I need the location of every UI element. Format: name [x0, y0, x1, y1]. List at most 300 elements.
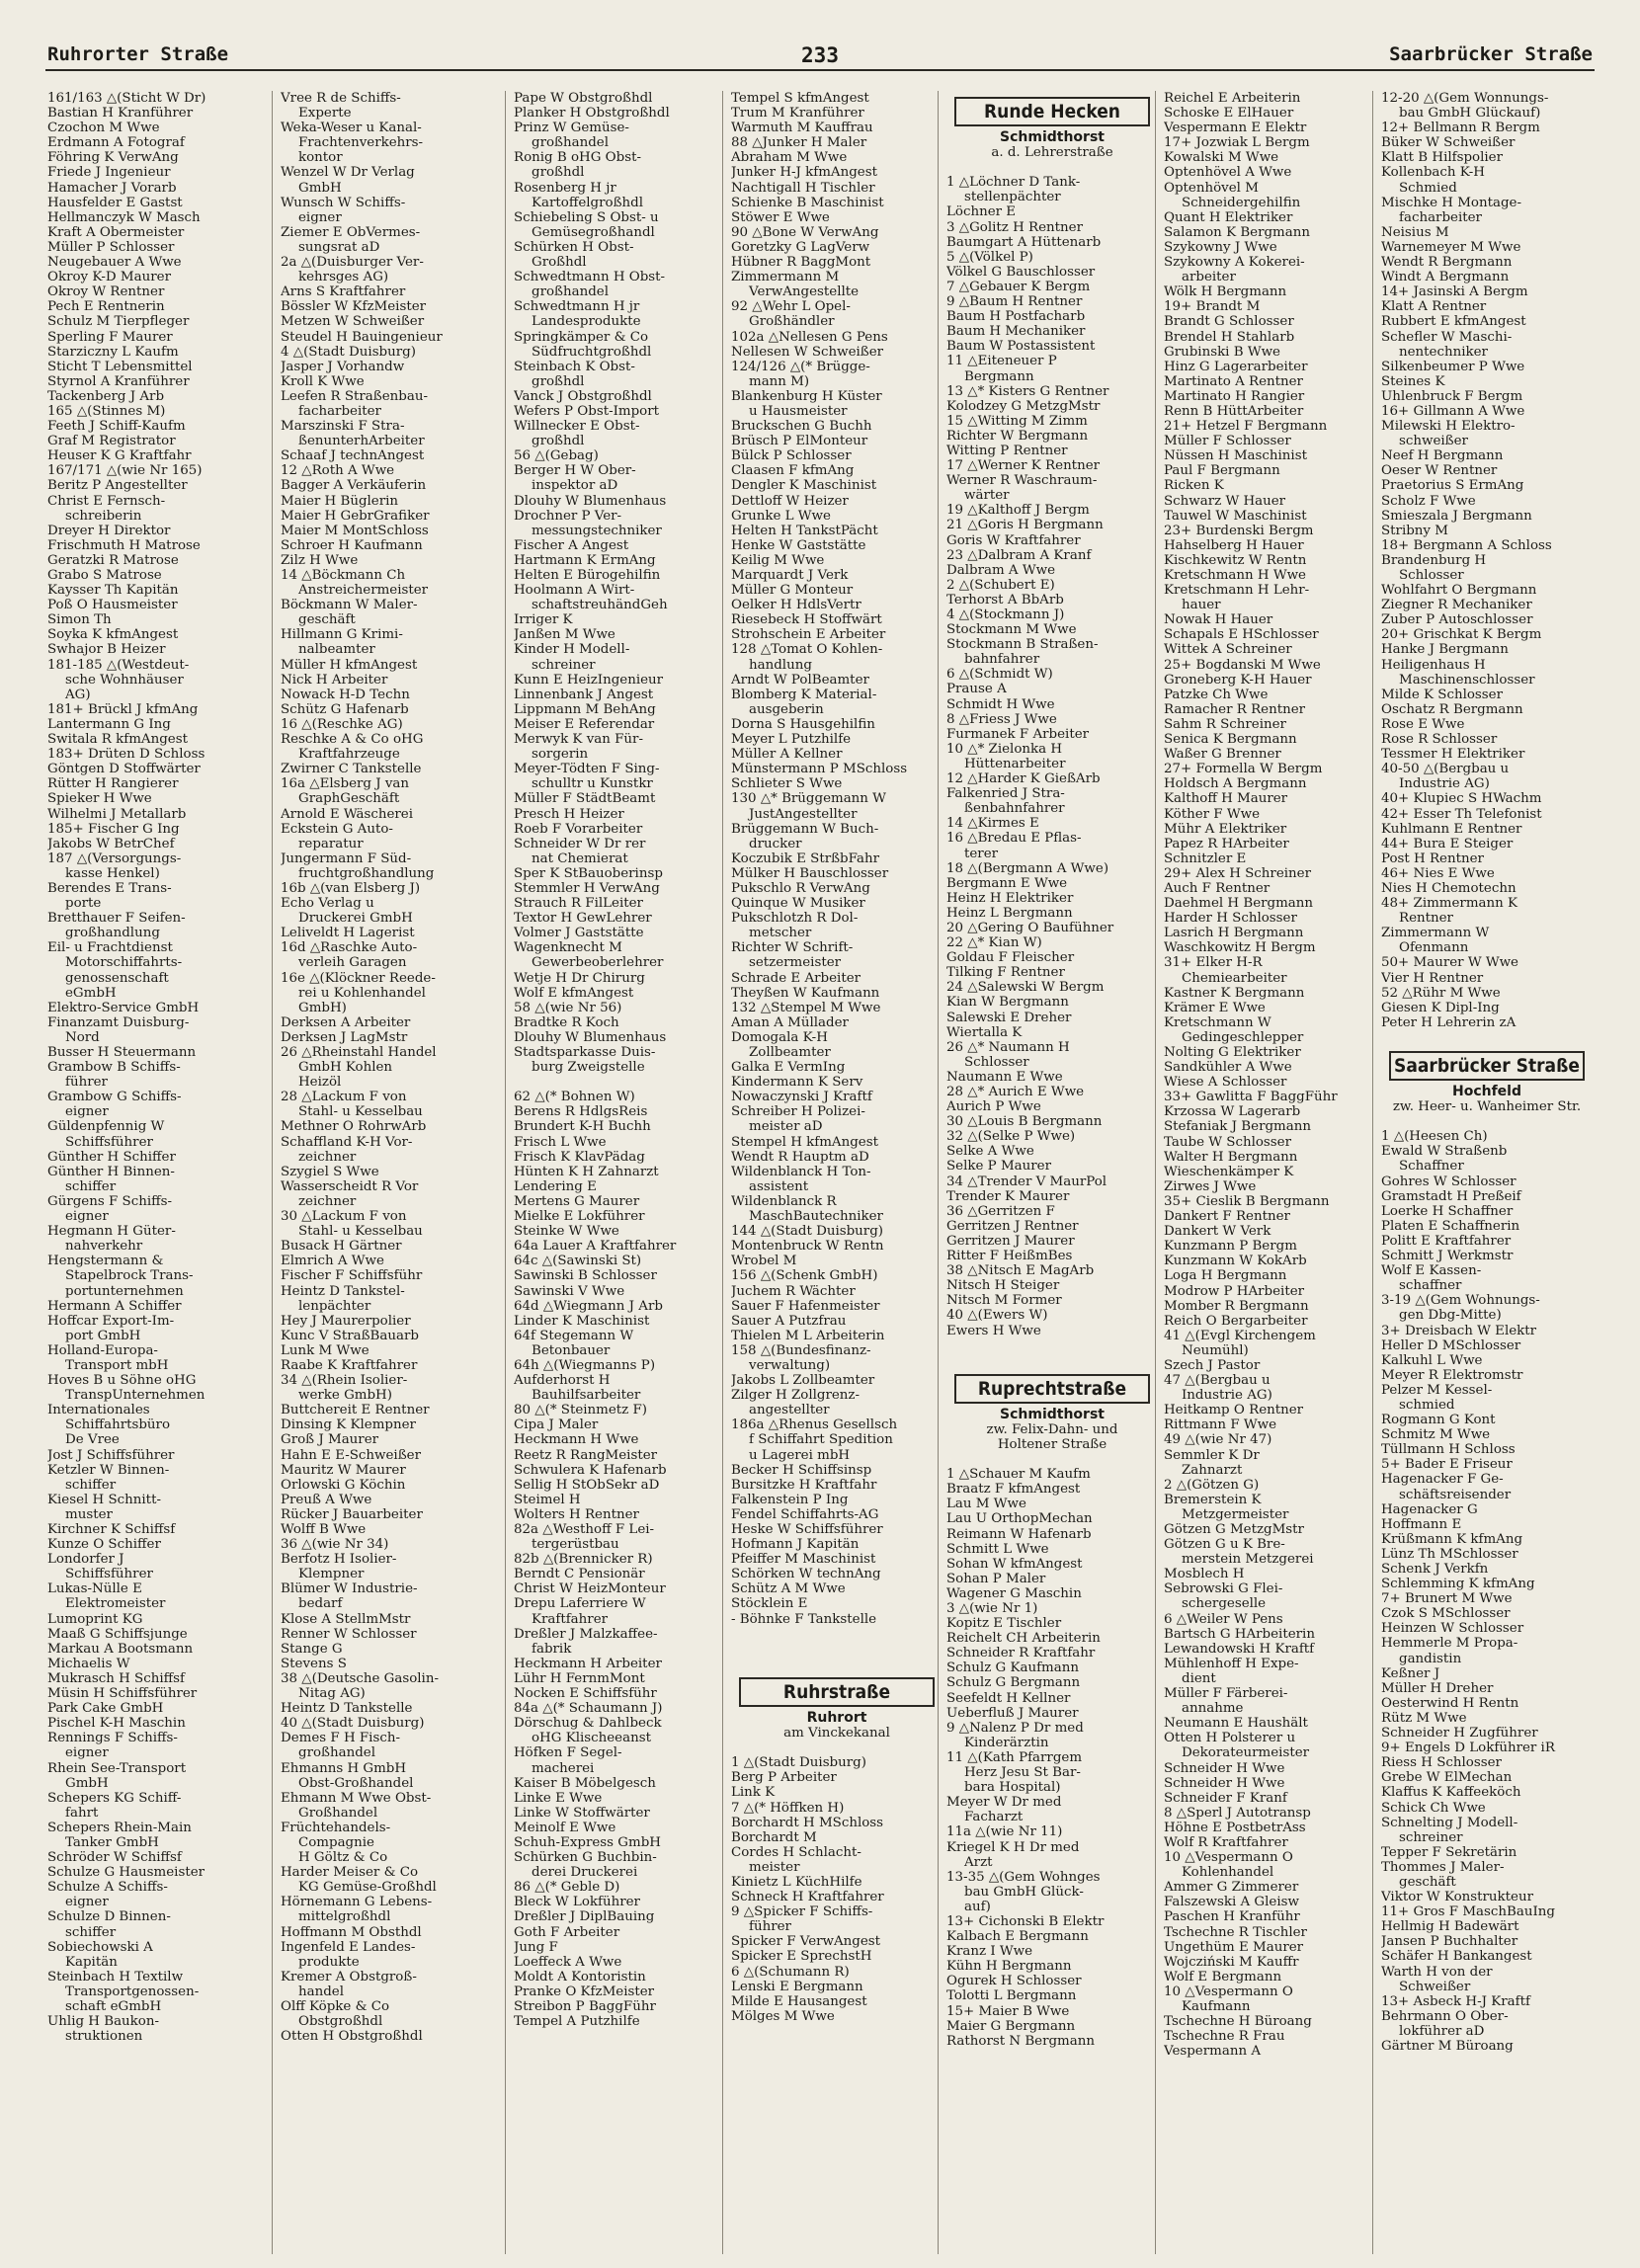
directory-entry: Schütz A M Wwe [731, 1581, 846, 1597]
entry-continuation: Kraftfahrer [532, 1611, 609, 1627]
directory-entry: 165 △(Stinnes M) [47, 403, 166, 419]
entry-continuation: gen Dbg-Mitte) [1399, 1308, 1502, 1324]
entry-continuation: schiffer [65, 1477, 117, 1493]
directory-entry: Viktor W Konstrukteur [1381, 1890, 1534, 1905]
street-heading: Ruhrstraße [739, 1677, 935, 1707]
entry-continuation: setzermeister [749, 955, 842, 971]
directory-entry: Schmitt J Werkmstr [1381, 1249, 1514, 1264]
directory-entry: Hagenacker F Ge- [1381, 1472, 1504, 1488]
directory-entry: Tessmer H Elektriker [1381, 747, 1525, 763]
directory-entry: 158 △(Bundesfinanz- [731, 1342, 871, 1358]
directory-entry: Kalkuhl L Wwe [1381, 1352, 1483, 1368]
directory-entry: 64f Stegemann W [514, 1328, 634, 1343]
directory-entry: Hellmig H Badewärt [1381, 1919, 1519, 1935]
entry-continuation: Schneidergehilfin [1182, 195, 1301, 210]
directory-entry: Schürken G Buchbin- [514, 1850, 657, 1866]
directory-entry: Olff Köpke & Co [281, 1999, 390, 2014]
directory-entry: Irriger K [514, 612, 573, 628]
directory-entry: 11 △Eiteneuer P [946, 354, 1057, 369]
entry-continuation: Großhandel [298, 1805, 378, 1821]
directory-entry: Schneider H Zugführer [1381, 1726, 1538, 1742]
directory-entry: - Böhnke F Tankstelle [731, 1611, 877, 1627]
directory-entry: Daehmel H Bergmann [1164, 896, 1314, 912]
entry-continuation: annahme [1182, 1701, 1244, 1717]
directory-entry: Schwulera K Hafenarb [514, 1462, 667, 1478]
directory-entry: Bastian H Kranführer [47, 106, 194, 122]
directory-entry: Meinolf E Wwe [514, 1820, 616, 1835]
directory-entry: Heinzen W Schlosser [1381, 1621, 1524, 1637]
entry-continuation: GmbH [65, 1775, 109, 1791]
street-location-note: zw. Felix-Dahn- und [986, 1421, 1118, 1437]
directory-entry: Schneider H Wwe [1164, 1760, 1285, 1776]
entry-continuation: sungsrat aD [298, 239, 380, 255]
directory-entry: Switala R kfmAngest [47, 732, 188, 748]
directory-entry: Rosenberg H jr [514, 180, 616, 196]
directory-entry: Heinz L Bergmann [946, 905, 1073, 921]
entry-continuation: ausgeberin [749, 701, 824, 717]
directory-entry: Spicker E SprechstH [731, 1949, 872, 1965]
entry-continuation: Neumühl) [1182, 1342, 1249, 1358]
directory-entry: Kollenbach K-H [1381, 165, 1485, 181]
directory-entry: 80 △(* Steinmetz F) [514, 1403, 647, 1418]
directory-entry: 9 △Spicker F Schiffs- [731, 1904, 873, 1920]
directory-entry: Park Cake GmbH [47, 1701, 164, 1717]
directory-entry: Mertens G Maurer [514, 1193, 640, 1209]
entry-continuation: terer [964, 846, 999, 861]
entry-continuation: geschäft [298, 612, 356, 628]
directory-entry: Salewski E Dreher [946, 1010, 1072, 1025]
directory-entry: Politt E Kraftfahrer [1381, 1233, 1512, 1249]
directory-entry: Juchem R Wächter [731, 1283, 856, 1299]
entry-continuation: Herz Jesu St Bar- [964, 1765, 1081, 1781]
directory-entry: Schmidt H Wwe [946, 696, 1055, 712]
directory-entry: Elmrich A Wwe [281, 1254, 384, 1269]
directory-entry: Schulz G Kaufmann [946, 1660, 1079, 1676]
directory-entry: 46+ Nies E Wwe [1381, 865, 1495, 881]
directory-entry: Wiese A Schlosser [1164, 1075, 1287, 1091]
entry-continuation: inspektor aD [532, 478, 618, 494]
entry-continuation: großhandel [532, 135, 609, 151]
directory-entry: Berfotz H Isolier- [281, 1552, 397, 1568]
directory-entry: 5 △(Völkel P) [946, 249, 1033, 265]
directory-entry [514, 1075, 725, 1090]
directory-entry: 6 △(Schmidt W) [946, 667, 1053, 683]
entry-continuation: angestellter [749, 1403, 830, 1418]
directory-entry: Dengler K Maschinist [731, 478, 877, 494]
directory-entry: 47 △(Bergbau u [1164, 1373, 1271, 1389]
directory-entry: Heckmann H Arbeiter [514, 1656, 662, 1671]
entry-continuation: fruchtgroßhandlung [298, 865, 435, 881]
directory-entry: Merwyk K van Für- [514, 732, 643, 748]
directory-entry: Falkenried J Stra- [946, 786, 1065, 802]
directory-entry: Becker H Schiffsinsp [731, 1462, 872, 1478]
directory-entry: Kiesel H Schnitt- [47, 1492, 161, 1507]
directory-entry: Lau U OrthopMechan [946, 1511, 1093, 1527]
directory-entry: Vespermann E Elektr [1164, 121, 1307, 136]
directory-entry: 49 △(wie Nr 47) [1164, 1432, 1272, 1448]
directory-entry: Holdsch A Bergmann [1164, 776, 1307, 792]
directory-entry: Okroy W Rentner [47, 284, 165, 300]
directory-entry: Reichel E Arbeiterin [1164, 91, 1301, 106]
directory-entry: Brandenburg H [1381, 552, 1487, 568]
directory-entry: Mühlenhoff H Expe- [1164, 1656, 1299, 1671]
entry-continuation: Elektromeister [65, 1596, 166, 1612]
directory-entry: Milde E Hausangest [731, 1993, 867, 2009]
directory-entry: Zilger H Zollgrenz- [731, 1388, 860, 1404]
directory-entry: Trum M Kranführer [731, 106, 864, 122]
entry-continuation: großhdl [532, 434, 585, 449]
directory-entry: Okroy K-D Maurer [47, 270, 171, 285]
directory-entry [946, 160, 1158, 175]
directory-entry: Stockmann B Straßen- [946, 637, 1099, 653]
entry-continuation: Klempner [298, 1567, 365, 1582]
header-left-street: Ruhrorter Straße [47, 43, 229, 65]
directory-entry: Wojcziński M Kauffr [1164, 1954, 1299, 1970]
directory-entry: Kirchner K Schiffsf [47, 1522, 176, 1537]
directory-entry: Ewald W Straßenb [1381, 1144, 1508, 1160]
directory-entry: 48+ Zimmermann K [1381, 896, 1518, 912]
directory-entry: Renn B HüttArbeiter [1164, 403, 1304, 419]
entry-continuation: port GmbH [65, 1328, 141, 1343]
entry-continuation: Industrie AG) [1182, 1388, 1272, 1404]
directory-entry: Schefler W Maschi- [1381, 329, 1513, 345]
directory-entry: Hegmann H Güter- [47, 1224, 176, 1240]
directory-entry: Münstermann P MSchloss [731, 762, 908, 777]
directory-entry: Wildenblanck H Ton- [731, 1164, 871, 1179]
directory-entry: Dorna S Hausgehilfin [731, 716, 875, 732]
directory-entry: Aurich P Wwe [946, 1099, 1041, 1115]
directory-entry: Goth F Arbeiter [514, 1924, 620, 1940]
directory-entry: Lühr H FernmMont [514, 1670, 645, 1686]
directory-entry: Spieker H Wwe [47, 791, 152, 807]
entry-continuation: eigner [65, 1104, 109, 1120]
entry-continuation: kehrsges AG) [298, 270, 389, 285]
entry-continuation: Ofenmann [1399, 940, 1469, 956]
directory-entry: Zwirner C Tankstelle [281, 762, 422, 777]
directory-entry: Mölges M Wwe [731, 2008, 835, 2024]
directory-entry: Czochon M Wwe [47, 121, 160, 136]
directory-entry: Köther F Wwe [1164, 806, 1260, 822]
directory-entry: Jakobs W BetrChef [47, 836, 175, 851]
directory-entry: 64h △(Wiegmanns P) [514, 1357, 656, 1373]
directory-entry: Hillmann G Krimi- [281, 627, 403, 643]
directory-entry: Früchtehandels- [281, 1820, 391, 1835]
directory-entry: Stempel H kfmAngest [731, 1134, 878, 1150]
directory-entry: 24 △Salewski W Bergm [946, 980, 1105, 996]
directory-entry: Ronig B oHG Obst- [514, 150, 641, 166]
directory-entry: Methner O RohrwArb [281, 1119, 427, 1135]
directory-entry: 82b △(Brennicker R) [514, 1552, 653, 1568]
directory-entry: 1 △Löchner D Tank- [946, 175, 1081, 191]
directory-entry: Rennings F Schiffs- [47, 1731, 178, 1746]
directory-entry: 84a △(* Schaumann J) [514, 1701, 663, 1717]
directory-entry: Walter H Bergmann [1164, 1149, 1298, 1165]
entry-continuation: Hüttenarbeiter [964, 756, 1066, 771]
directory-entry: Falkenstein P Ing [731, 1492, 849, 1507]
directory-entry: Brendel H Stahlarb [1164, 329, 1295, 345]
directory-entry: Quant H Elektriker [1164, 209, 1293, 225]
directory-entry: 8 △Friess J Wwe [946, 711, 1057, 727]
directory-entry: Grambow B Schiffs- [47, 1060, 181, 1076]
directory-entry: 23 △Dalbram A Kranf [946, 547, 1092, 563]
directory-entry: Wiertalla K [946, 1024, 1023, 1040]
directory-entry: Nies H Chemotechn [1381, 880, 1517, 896]
directory-entry: Planker H Obstgroßhdl [514, 106, 670, 122]
column-divider [722, 91, 724, 2254]
directory-entry: 3-19 △(Gem Wohnungs- [1381, 1293, 1540, 1309]
entry-continuation: großhdl [532, 165, 585, 181]
directory-entry: Vanck J Obstgroßhdl [514, 388, 652, 404]
directory-entry: Echo Verlag u [281, 896, 374, 912]
directory-entry: Naumann E Wwe [946, 1069, 1063, 1085]
entry-continuation: zeichner [298, 1149, 357, 1165]
directory-entry: 38 △(Deutsche Gasolin- [281, 1670, 439, 1686]
directory-entry: 181+ Brückl J kfmAng [47, 701, 199, 717]
directory-entry: 3 △(wie Nr 1) [946, 1601, 1038, 1616]
directory-entry: Schmitt L Wwe [946, 1541, 1049, 1557]
directory-entry: Abraham M Wwe [731, 150, 848, 166]
directory-entry: Stange G [281, 1641, 343, 1657]
directory-entry: Zirwes J Wwe [1164, 1178, 1257, 1194]
directory-entry: 40-50 △(Bergbau u [1381, 762, 1510, 777]
directory-entry: Stadtsparkasse Duis- [514, 1045, 656, 1060]
directory-entry: Völkel G Bauschlosser [946, 264, 1096, 280]
directory-entry: Schlemming K kfmAng [1381, 1577, 1535, 1592]
directory-entry: Gramstadt H Preßeif [1381, 1188, 1521, 1204]
entry-continuation: porte [65, 896, 102, 912]
directory-entry: Martinato H Rangier [1164, 388, 1305, 404]
directory-entry: Tüllmann H Schloss [1381, 1442, 1516, 1458]
directory-entry: Höfken F Segel- [514, 1745, 622, 1761]
directory-entry: Günther H Schiffer [47, 1149, 176, 1165]
column-divider [272, 91, 274, 2254]
directory-entry: Wagener G Maschin [946, 1585, 1082, 1601]
entry-continuation: TranspUnternehmen [65, 1388, 205, 1404]
directory-entry [946, 1452, 1158, 1467]
entry-continuation: stellenpächter [964, 190, 1061, 205]
entry-continuation: Motorschiffahrts- [65, 955, 183, 971]
directory-entry: Mukrasch H Schiffsf [47, 1670, 185, 1686]
directory-entry: Scholz F Wwe [1381, 493, 1476, 509]
entry-continuation: Kapitän [65, 1954, 118, 1970]
entry-continuation: produkte [298, 1954, 360, 1970]
directory-entry: Praetorius S ErmAng [1381, 478, 1524, 494]
directory-entry: 13+ Asbeck H-J Kraftf [1381, 1993, 1530, 2009]
directory-entry: 16b △(van Elsberg J) [281, 880, 421, 896]
entry-continuation: großhandel [298, 1745, 375, 1761]
directory-entry: 16 △(Reschke AG) [281, 716, 403, 732]
directory-entry: Rose E Wwe [1381, 716, 1465, 732]
directory-entry: Richter W Bergmann [946, 428, 1089, 444]
directory-entry: Cordes H Schlacht- [731, 1844, 861, 1860]
directory-entry: Ingenfeld E Landes- [281, 1939, 416, 1955]
directory-entry: Goretzky G LagVerw [731, 239, 870, 255]
directory-entry: Behrmann O Ober- [1381, 2008, 1509, 2024]
directory-entry: 161/163 △(Sticht W Dr) [47, 91, 206, 106]
directory-column-4 [731, 91, 943, 2254]
entry-continuation: schaffner [1399, 1278, 1462, 1294]
directory-entry: 28 △Lackum F von [281, 1090, 407, 1105]
entry-continuation: Arzt [964, 1854, 993, 1870]
directory-entry: Heuser K G Kraftfahr [47, 448, 192, 464]
directory-entry: Wenzel W Dr Verlag [281, 165, 415, 181]
directory-entry: Meiser E Referendar [514, 716, 655, 732]
entry-continuation: mittelgroßhdl [298, 1909, 391, 1925]
directory-entry: Internationales [47, 1403, 150, 1418]
directory-entry: Waschkowitz H Bergm [1164, 940, 1316, 956]
directory-entry: Pfeiffer M Maschinist [731, 1552, 876, 1568]
directory-entry: Prinz W Gemüse- [514, 121, 629, 136]
directory-entry: Hahn E E-Schweißer [281, 1447, 421, 1463]
directory-entry: Schulz M Tierpfleger [47, 314, 190, 330]
directory-entry: Senica K Bergmann [1164, 732, 1297, 748]
entry-continuation: Nord [65, 1029, 100, 1045]
directory-entry: Baum H Postfacharb [946, 309, 1086, 325]
entry-continuation: Schmied [1399, 180, 1457, 196]
directory-entry: Schnelting J Modell- [1381, 1815, 1518, 1830]
directory-entry: Starziczny L Kaufm [47, 344, 179, 360]
directory-entry: Keilig M Wwe [731, 552, 825, 568]
directory-entry: Kretschmann H Lehr- [1164, 583, 1310, 599]
directory-entry: Sticht T Lebensmittel [47, 359, 193, 374]
directory-entry: Nüssen H Maschinist [1164, 448, 1307, 464]
directory-entry: Meyer R Elektromstr [1381, 1367, 1523, 1383]
entry-continuation: Großhändler [749, 314, 835, 330]
directory-entry: 38 △Nitsch E MagArb [946, 1263, 1095, 1279]
entry-continuation: großhandlung [65, 926, 160, 941]
entry-continuation: GmbH [298, 180, 342, 196]
directory-entry: Martinato A Rentner [1164, 373, 1303, 389]
directory-entry: Ewers H Wwe [946, 1323, 1041, 1338]
directory-entry: Kremer A Obstgroß- [281, 1969, 417, 1984]
directory-entry: Grabo S Matrose [47, 568, 162, 583]
directory-entry: Schaaf J technAngest [281, 448, 425, 464]
directory-entry: Schneck H Kraftfahrer [731, 1890, 884, 1905]
directory-entry: Nick H Arbeiter [281, 672, 388, 688]
directory-entry: Semmler K Dr [1164, 1447, 1260, 1463]
entry-continuation: Stahl- u Kesselbau [298, 1104, 423, 1120]
directory-entry: Rütz M Wwe [1381, 1710, 1467, 1726]
directory-entry: 16+ Gillmann A Wwe [1381, 403, 1525, 419]
directory-entry: Furmanek F Arbeiter [946, 726, 1090, 742]
entry-continuation: ßenbahnfahrer [964, 801, 1065, 817]
directory-entry: Junker H-J kfmAngest [731, 165, 877, 181]
directory-entry: Tauwel W Maschinist [1164, 508, 1307, 524]
directory-entry: Thielen M L Arbeiterin [731, 1328, 885, 1343]
directory-entry: Schulze G Hausmeister [47, 1865, 205, 1881]
entry-continuation: Zahnarzt [1182, 1462, 1243, 1478]
directory-entry: Lippmann M BehAng [514, 701, 656, 717]
directory-entry: Hörnemann G Lebens- [281, 1895, 433, 1910]
directory-entry: 16a △Elsberg J van [281, 776, 410, 792]
directory-entry: Aman A Müllader [731, 1014, 849, 1030]
directory-entry: Wendt R Bergmann [1381, 255, 1513, 271]
directory-entry: 50+ Maurer W Wwe [1381, 955, 1518, 971]
directory-entry: Reschke A & Co oHG [281, 732, 424, 748]
directory-entry: Dreyer H Direktor [47, 523, 171, 538]
directory-entry: Michaelis W [47, 1656, 130, 1671]
directory-entry: Trender K Maurer [946, 1188, 1070, 1204]
entry-continuation: Frachtenverkehrs- [298, 135, 424, 151]
directory-entry: Schneider F Kranf [1164, 1790, 1287, 1806]
directory-entry: Mülker H Bauschlosser [731, 865, 889, 881]
directory-entry: Hünten K H Zahnarzt [514, 1164, 659, 1179]
directory-entry: Pech E Rentnerin [47, 299, 165, 315]
directory-entry: Wolf E Bergmann [1164, 1969, 1282, 1984]
entry-continuation: Dekorateurmeister [1182, 1745, 1310, 1761]
directory-entry: Moldt A Kontoristin [514, 1969, 646, 1984]
directory-entry: Otten H Polsterer u [1164, 1731, 1296, 1746]
directory-entry: Tilking F Rentner [946, 965, 1065, 981]
entry-continuation: Heizöl [298, 1075, 342, 1091]
directory-entry: 17+ Jozwiak L Bergm [1164, 135, 1310, 151]
directory-entry: 22 △* Kian W) [946, 935, 1042, 951]
directory-entry: Groß J Maurer [281, 1432, 379, 1448]
directory-entry: 144 △(Stadt Duisburg) [731, 1224, 883, 1240]
directory-entry: Hengstermann & [47, 1254, 164, 1269]
entry-continuation: Schiffsführer [65, 1134, 153, 1150]
directory-entry: Papez R HArbeiter [1164, 836, 1289, 851]
directory-entry: Rogmann G Kont [1381, 1413, 1496, 1428]
directory-entry: Roeb F Vorarbeiter [514, 821, 643, 837]
directory-entry: Pischel K-H Maschin [47, 1716, 186, 1732]
directory-entry: Meyer L Putzhilfe [731, 732, 852, 748]
directory-entry: Stefaniak J Bergmann [1164, 1119, 1311, 1135]
directory-entry: Brundert K-H Buchh [514, 1119, 651, 1135]
directory-entry: Oschatz R Bergmann [1381, 701, 1523, 717]
entry-continuation: Kaufmann [1182, 1999, 1251, 2014]
directory-entry: Neumann E Haushält [1164, 1716, 1308, 1732]
entry-continuation: ßenunterhArbeiter [298, 434, 425, 449]
directory-entry: Berger H W Ober- [514, 463, 636, 479]
entry-continuation: gandistin [1399, 1651, 1462, 1666]
directory-entry: Mosblech H [1164, 1567, 1245, 1582]
directory-entry: Hoffmann E [1381, 1516, 1462, 1532]
entry-continuation: drucker [749, 836, 802, 851]
directory-entry: Link K [731, 1785, 776, 1801]
directory-entry: Wolters H Rentner [514, 1506, 639, 1522]
entry-continuation: Transportgenossen- [65, 1984, 200, 1999]
directory-entry: Kalthoff H Maurer [1164, 791, 1288, 807]
directory-entry [731, 1657, 943, 1671]
directory-entry: 1 △Schauer M Kaufm [946, 1467, 1091, 1483]
directory-entry: Keßner J [1381, 1665, 1440, 1681]
directory-entry: 156 △(Schenk GmbH) [731, 1268, 878, 1284]
directory-entry: Springkämper & Co [514, 329, 649, 345]
directory-entry: Müller H Dreher [1381, 1680, 1494, 1696]
directory-column-6 [1164, 91, 1375, 2254]
directory-entry: 64c △(Sawinski St) [514, 1254, 642, 1269]
directory-entry: Götzen G u K Bre- [1164, 1537, 1285, 1553]
directory-entry: Streibon P BaggFühr [514, 1999, 656, 2014]
page-number: 233 [801, 43, 839, 67]
directory-entry: Orlowski G Köchin [281, 1477, 406, 1493]
directory-entry: Schroer H Kaufmann [281, 537, 423, 553]
directory-entry: Otten H Obstgroßhdl [281, 2029, 423, 2045]
directory-entry: Hamacher J Vorarb [47, 180, 177, 196]
directory-entry: 183+ Drüten D Schloss [47, 747, 205, 763]
directory-entry: Loga H Bergmann [1164, 1268, 1287, 1284]
entry-continuation: kontor [298, 150, 343, 166]
directory-entry: Neugebauer A Wwe [47, 255, 182, 271]
directory-entry: Steudel H Bauingenieur [281, 329, 443, 345]
directory-entry: Sahm R Schreiner [1164, 716, 1286, 732]
directory-entry: Jakobs L Zollbeamter [731, 1373, 875, 1389]
directory-entry: 42+ Esser Th Telefonist [1381, 806, 1542, 822]
directory-entry: Borchardt M [731, 1829, 817, 1845]
entry-continuation: großhdl [532, 373, 585, 389]
street-heading: Ruprechtstraße [954, 1374, 1150, 1404]
